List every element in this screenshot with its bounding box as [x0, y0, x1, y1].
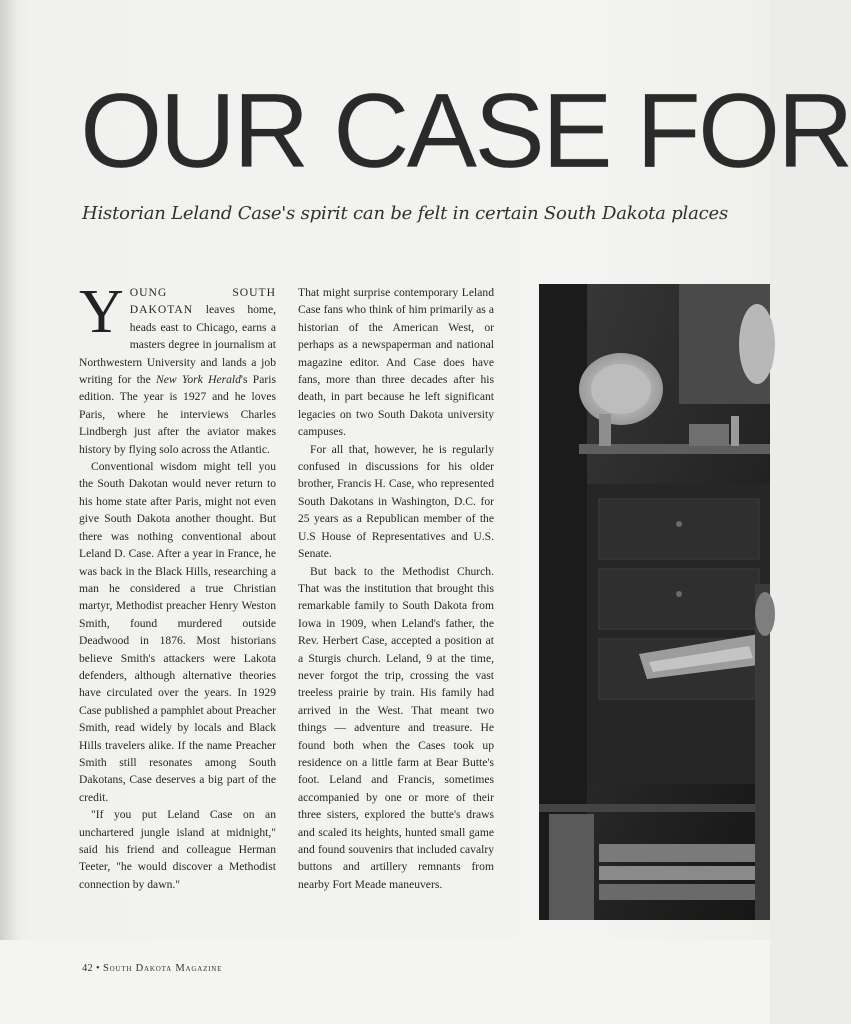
photo-interior-scene — [539, 284, 770, 920]
paragraph-text: 's Paris edition. The year is 1927 and he loves Paris, where he interviews Charles Lindbergh just after the aviator makes history by flying solo across the Atlantic. — [79, 373, 276, 456]
publication-name: New York Herald — [156, 373, 241, 387]
headline: OUR CASE FOR — [80, 72, 851, 190]
paragraph: Conventional wisdom might tell you the South Dakotan would never return to his home state after Paris, might not even give South Dakota another thought. But there was nothing conventional about Leland D. Case. After a year in France, he was back in the Black Hills, researching a man he considered a true Christian martyr, Methodist preacher Henry Weston Smith, found murdered outside Deadwood in 1876. Most historians believe Smith's attackers were Lakota defenders, although alternative theories have circulated over the years. In 1929 Case published a pamphlet about Preacher Smith, read widely by locals and Black Hills travelers alike. If the name Preacher Smith still resonates among South Dakotans, Case deserves a big part of the credit. — [79, 460, 276, 804]
article-column-1 — [79, 278, 276, 893]
footer-bullet: • — [93, 963, 103, 974]
photo-graphic — [539, 284, 770, 920]
page-footer — [82, 963, 222, 974]
paragraph: But back to the Methodist Church. That was the institution that brought this remarkable family to South Dakota from Iowa in 1909, when Leland's father, the Rev. Herbert Case, accepted a position at a Sturgis church. Leland, 9 at the time, never forgot the trip, crossing the vast treeless prairie by train. His family had arrived in the West. That meant two things — adventure and treasure. He found both when the Cases took up residence on a little farm at Bear Butte's foot. Leland and Francis, sometimes accompanied by one or more of their three sisters, explored the butte's draws and scaled its heights, hunted small game and found souvenirs that included cavalry buttons and artillery remnants from nearby Fort Meade maneuvers. — [298, 564, 494, 891]
magazine-name: South Dakota Magazine — [102, 963, 223, 974]
paragraph — [79, 278, 276, 458]
article-column-2 — [298, 284, 494, 893]
paragraph-text: leaves home, heads east to Chicago, earns a masters degree in journalism at Northwestern University and lands a job writing for the — [79, 303, 276, 387]
drop-cap: Y — [79, 278, 124, 346]
bottom-margin — [0, 940, 770, 1024]
deck-subtitle: Historian Leland Case's spirit can be felt in certain South Dakota places — [82, 203, 729, 224]
paragraph: "If you put Leland Case on an unchartered jungle island at midnight," said his friend and colleague Herman Teeter, "he would discover a Methodist connection by dawn." — [79, 808, 276, 891]
paragraph: That might surprise contemporary Leland Case fans who think of him primarily as a historian of the American West, or perhaps as a newspaperman and national magazine editor. And Case does have fans, more than three decades after his death, in part because he left significant legacies on two South Dakota university campuses. — [298, 286, 494, 439]
lead-in: OUNG SOUTH DAKOTAN — [129, 286, 276, 317]
spine-shadow — [0, 0, 18, 1024]
paragraph: For all that, however, he is regularly confused in discussions for his older brother, Francis H. Case, who represented South Dakotans in Washington, D.C. for 25 years as a Republican member of the U.S House of Representatives and U.S. Senate. — [298, 442, 494, 561]
page-number: 42 — [82, 963, 94, 974]
